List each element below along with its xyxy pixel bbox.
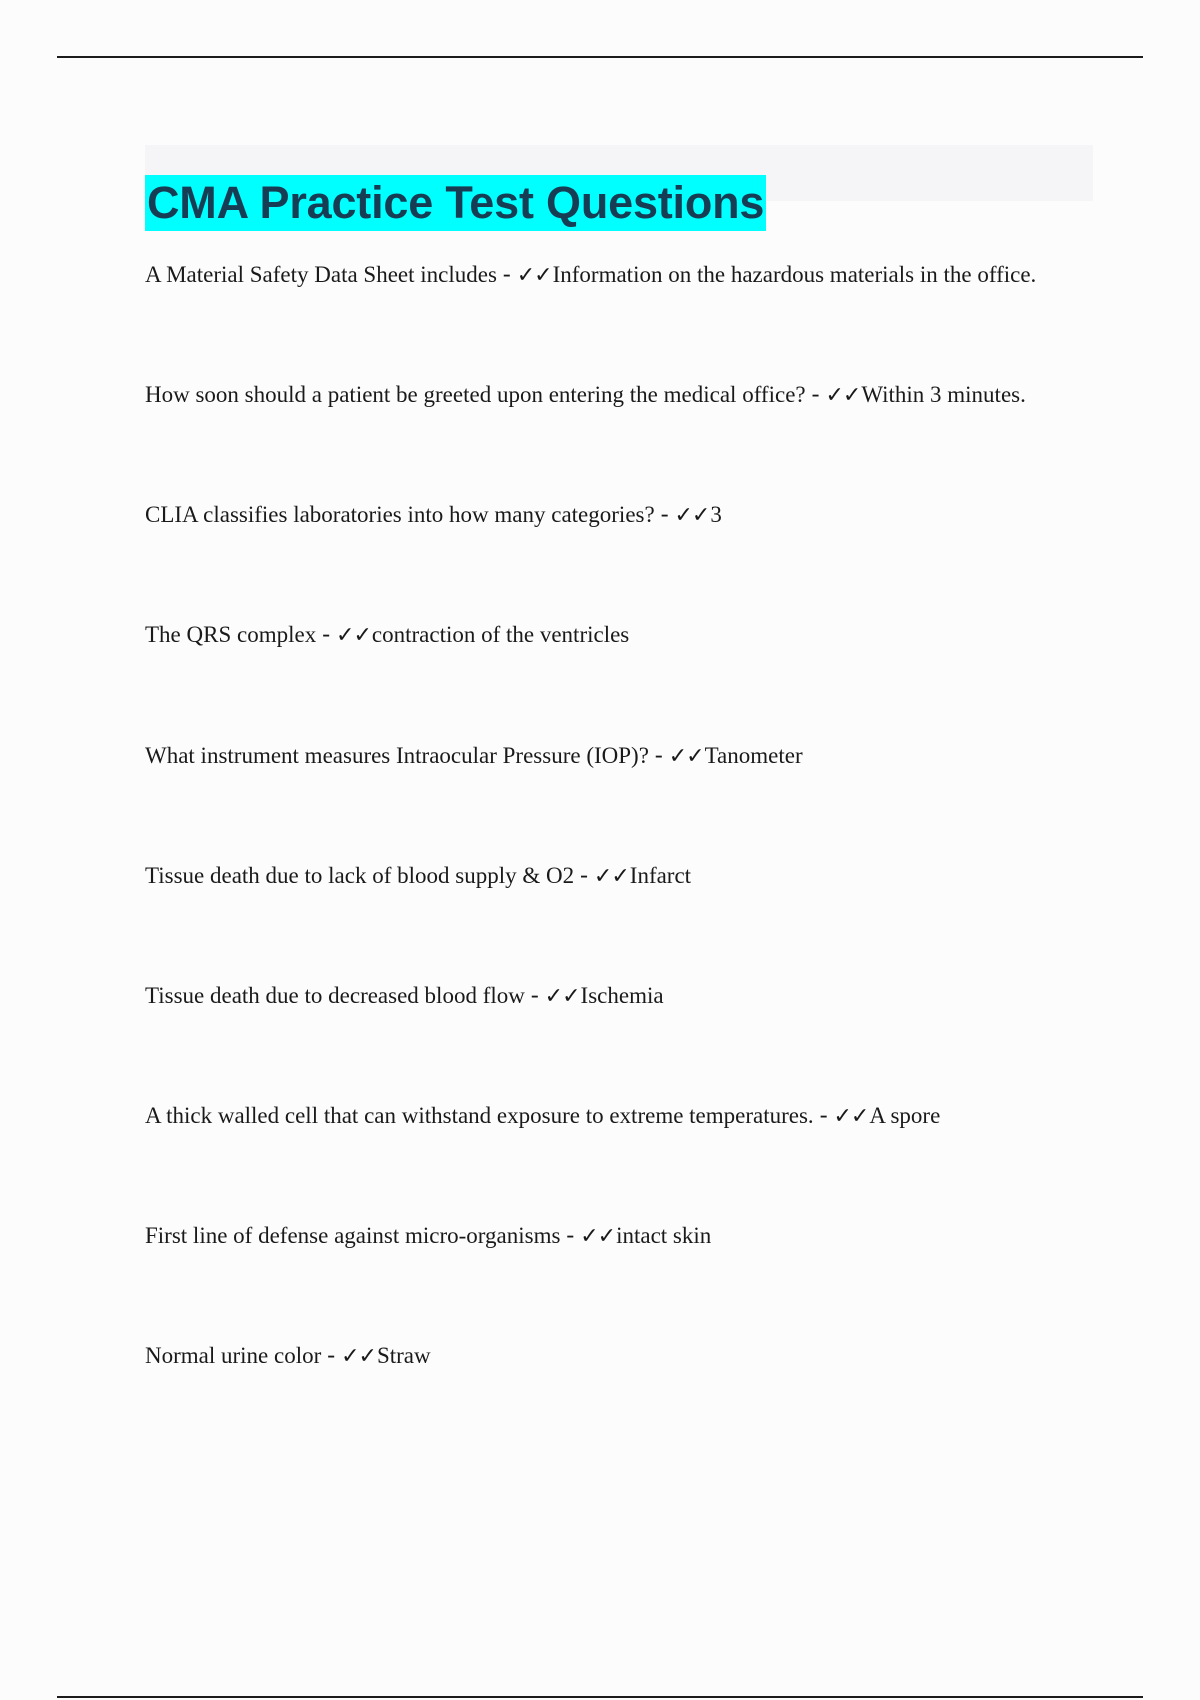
answer-text: intact skin (616, 1223, 712, 1248)
double-check-icon: ✓✓ (580, 1224, 616, 1249)
double-check-icon: ✓✓ (825, 383, 861, 408)
question-text: Normal urine color (145, 1343, 322, 1368)
separator: - (660, 502, 669, 528)
separator: - (811, 382, 820, 408)
page-title: CMA Practice Test Questions (145, 175, 766, 231)
answer-text: Information on the hazardous materials in the office. (552, 262, 1037, 287)
answer-text: contraction of the ventricles (371, 622, 630, 647)
question-text: Tissue death due to lack of blood supply & O2 (145, 863, 575, 888)
double-check-icon: ✓✓ (544, 984, 580, 1009)
qa-item (145, 1341, 431, 1372)
double-check-icon: ✓✓ (674, 503, 710, 528)
qa-item (145, 380, 1026, 411)
question-text: A Material Safety Data Sheet includes (145, 262, 497, 287)
bottom-rule (57, 1696, 1143, 1698)
top-rule (57, 56, 1143, 58)
qa-item (145, 981, 664, 1012)
separator: - (327, 1343, 336, 1369)
answer-text: Ischemia (580, 983, 664, 1008)
qa-item (145, 1221, 711, 1252)
qa-item (145, 260, 1036, 291)
separator: - (654, 743, 663, 769)
double-check-icon: ✓✓ (336, 623, 371, 648)
double-check-icon: ✓✓ (593, 864, 629, 889)
qa-item (145, 500, 722, 531)
qa-item (145, 620, 629, 651)
answer-text: 3 (710, 502, 722, 527)
qa-item (145, 1101, 940, 1132)
qa-item (145, 741, 803, 772)
answer-text: A spore (869, 1103, 941, 1128)
qa-item (145, 861, 691, 892)
question-text: Tissue death due to decreased blood flow (145, 983, 525, 1008)
separator: - (819, 1103, 828, 1129)
question-text: First line of defense against micro-organisms (145, 1223, 561, 1248)
question-text: The QRS complex (145, 622, 317, 647)
question-text: A thick walled cell that can withstand exposure to extreme temperatures. (145, 1103, 814, 1128)
double-check-icon: ✓✓ (668, 744, 704, 769)
answer-text: Within 3 minutes. (861, 382, 1026, 407)
question-text: What instrument measures Intraocular Pressure (IOP)? (145, 743, 649, 768)
answer-text: Tanometer (704, 743, 803, 768)
answer-text: Infarct (629, 863, 692, 888)
question-text: CLIA classifies laboratories into how many categories? (145, 502, 655, 527)
answer-text: Straw (376, 1343, 431, 1368)
double-check-icon: ✓✓ (833, 1104, 869, 1129)
separator: - (321, 622, 331, 648)
double-check-icon: ✓✓ (341, 1344, 376, 1369)
separator: - (502, 262, 511, 288)
separator: - (530, 983, 539, 1009)
separator: - (566, 1223, 575, 1249)
separator: - (579, 863, 589, 889)
question-text: How soon should a patient be greeted upon entering the medical office? (145, 382, 806, 407)
double-check-icon: ✓✓ (516, 263, 552, 288)
